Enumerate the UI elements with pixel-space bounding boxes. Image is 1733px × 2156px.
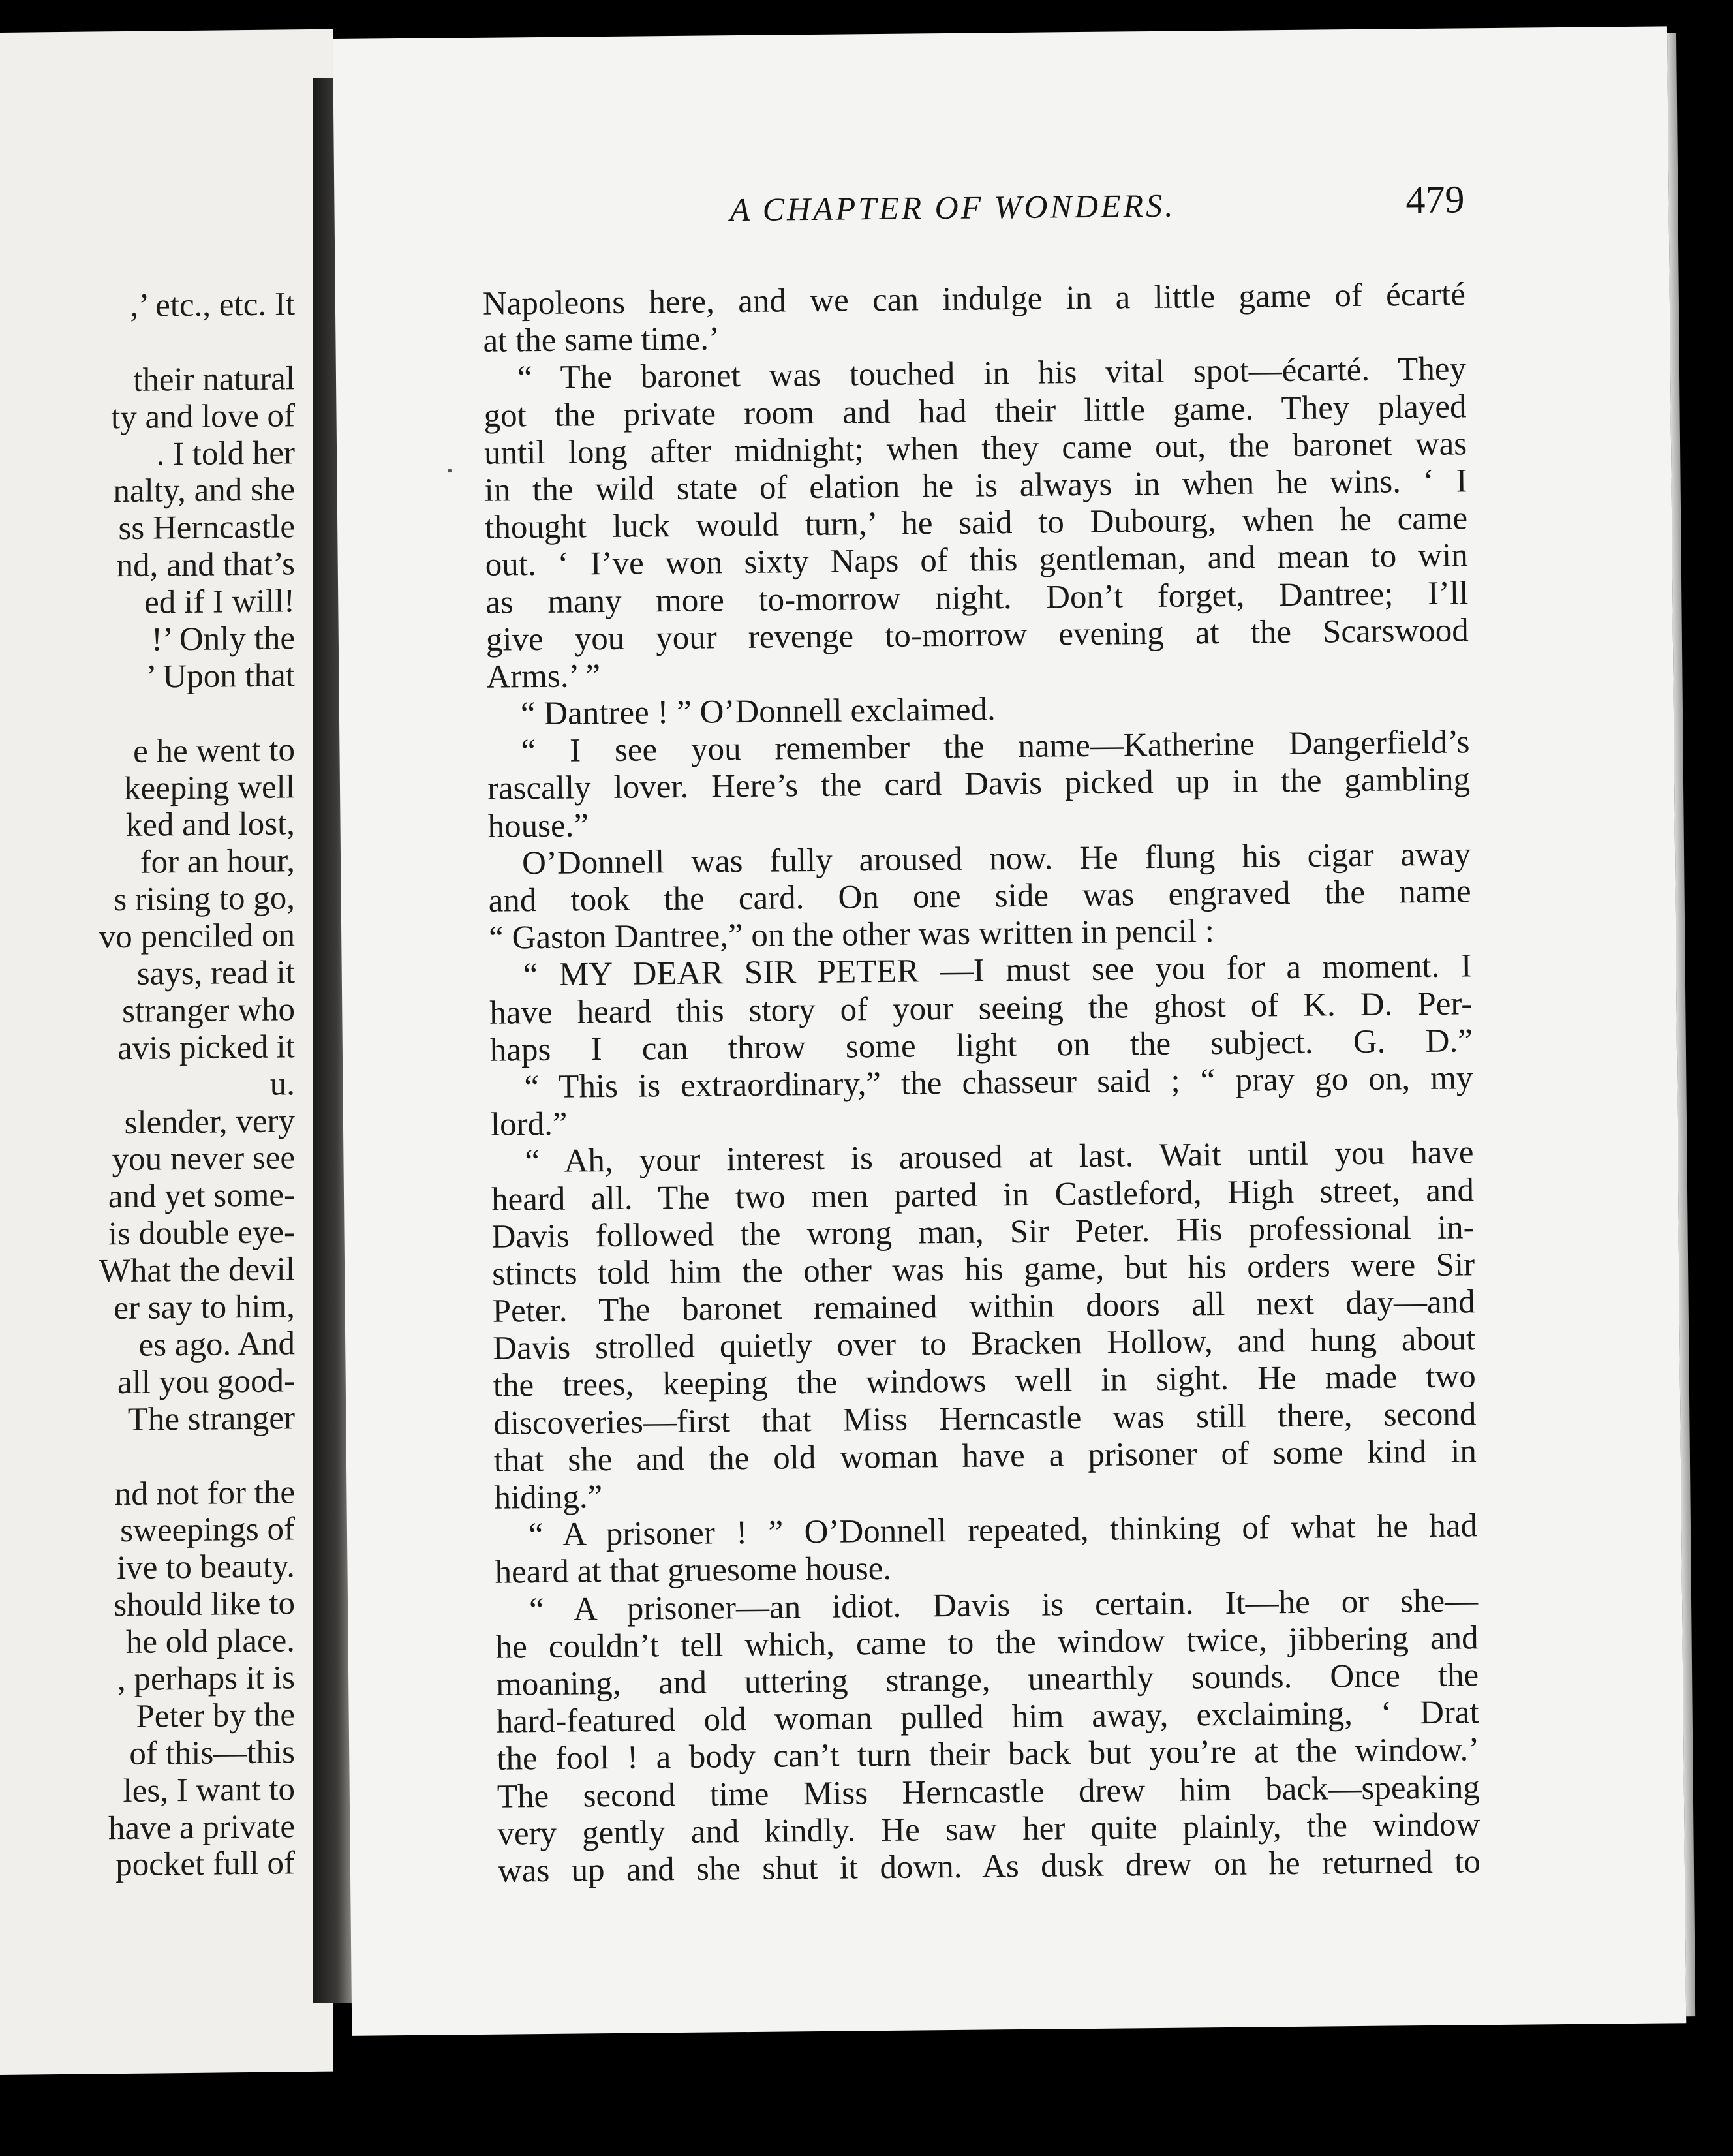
left-page-line: e he went to — [133, 731, 295, 770]
left-page-line: nalty, and she — [113, 471, 295, 510]
text-line: heard at that gruesome house. — [495, 1550, 892, 1592]
left-page-line: s rising to go, — [114, 880, 295, 919]
text-line: hard-featured old woman pulled him away, exclaiming, ‘ Drat — [496, 1694, 1479, 1740]
text-line: got the private room and had their little game. They played — [483, 388, 1467, 435]
text-line: “ Gaston Dantree,” on the other was written in pencil : — [488, 913, 1215, 957]
left-page-line: stranger who — [122, 991, 295, 1030]
text-line: until long after midnight; when they came out, the baronet was — [483, 425, 1467, 472]
left-page-line: . I told her — [156, 434, 295, 473]
body-text — [483, 276, 1481, 1890]
left-page-line: ed if I will! — [144, 583, 295, 621]
text-line: O’Donnell was fully aroused now. He flung his cigar away — [521, 836, 1471, 882]
left-page-line: er say to him, — [114, 1288, 295, 1327]
left-page-line: Peter by the — [136, 1697, 295, 1735]
left-page-line: u. — [269, 1065, 295, 1103]
text-line: Napoleons here, and we can indulge in a little game of écarté — [482, 276, 1466, 322]
text-line: discoveries—first that Miss Herncastle was still there, second — [493, 1395, 1477, 1442]
left-page-line — [0, 323, 295, 363]
left-page-line: and yet some- — [108, 1177, 295, 1216]
text-line: The second time Miss Herncastle drew him back—speaking — [497, 1768, 1480, 1815]
left-page-line: slender, very — [124, 1102, 295, 1141]
text-line: Peter. The baronet remained within doors all next day—and — [492, 1284, 1475, 1330]
text-line: as many more to-morrow night. Don’t forget, Dantree; I’ll — [485, 574, 1469, 621]
left-page-line: les, I want to — [123, 1770, 295, 1810]
left-page-line — [0, 694, 295, 735]
page-number: 479 — [1405, 177, 1465, 222]
left-page-line: keeping well — [124, 768, 295, 807]
text-line: he couldn’t tell which, came to the window twice, jibbering and — [495, 1620, 1479, 1666]
left-page-line: ’ Upon that — [146, 657, 295, 696]
text-line: the fool ! a body can’t turn their back but you’re at the window.’ — [497, 1731, 1480, 1778]
left-page-line: their natural — [133, 360, 295, 399]
left-page-line: ive to beauty. — [117, 1548, 295, 1587]
running-head: A CHAPTER OF WONDERS. — [729, 187, 1176, 228]
left-page-line: ss Herncastle — [118, 508, 295, 547]
left-page-line: sweepings of — [120, 1511, 295, 1550]
left-page-text — [0, 286, 295, 1886]
left-page-line: should like to — [114, 1585, 295, 1624]
text-line: at the same time.’ — [483, 320, 720, 360]
left-page-line: !’ Only the — [151, 620, 295, 658]
text-line: the trees, keeping the windows well in sight. He made two — [493, 1358, 1477, 1405]
left-page-line: avis picked it — [117, 1028, 295, 1067]
text-line: “ This is extraordinary,” the chasseur said ; “ pray go on, my — [524, 1060, 1473, 1106]
left-page-line: ty and love of — [111, 397, 295, 436]
left-page-line: nd, and that’s — [116, 546, 295, 585]
left-page-line: , perhaps it is — [117, 1659, 295, 1699]
left-page-line: have a private — [108, 1808, 295, 1847]
text-line: hiding.” — [494, 1479, 603, 1517]
left-page-line: all you good- — [117, 1363, 295, 1401]
text-line: thought luck would turn,’ he said to Dubourg, when he came — [484, 500, 1468, 546]
left-page-line: es ago. And — [138, 1325, 295, 1364]
text-line: “ I see you remember the name—Katherine Dangerfield’s — [521, 724, 1470, 770]
left-page-line: you never see — [112, 1139, 295, 1178]
right-page — [333, 26, 1686, 2035]
text-line: in the wild state of elation he is always in when he wins. ‘ I — [484, 463, 1467, 509]
text-line: Arms.’ ” — [486, 657, 601, 696]
left-page-line: pocket full of — [115, 1845, 295, 1884]
text-line: Davis strolled quietly over to Bracken Hollow, and hung about — [493, 1321, 1476, 1367]
text-line: “ Dantree ! ” O’Donnell exclaimed. — [520, 691, 996, 733]
text-line: out. ‘ I’ve won sixty Naps of this gentleman, and mean to win — [485, 537, 1468, 584]
left-page-line: says, read it — [136, 954, 295, 993]
text-line: was up and she shut it down. As dusk drew on he returned to — [497, 1843, 1481, 1890]
left-page-line: What the devil — [99, 1251, 295, 1290]
text-line: Davis followed the wrong man, Sir Peter. His professional in- — [491, 1209, 1475, 1255]
text-line: stincts told him the other was his game, but his orders were Sir — [491, 1246, 1475, 1293]
text-line: “ Ah, your interest is aroused at last. Wait until you have — [525, 1134, 1474, 1180]
left-page-line: he old place. — [125, 1622, 295, 1661]
left-page-line: for an hour, — [140, 842, 295, 882]
text-line: lord.” — [490, 1105, 568, 1143]
left-page-line — [0, 1437, 295, 1477]
page-edge — [1667, 33, 1695, 2016]
left-page-line: ,’ etc., etc. It — [130, 286, 295, 324]
text-line: moaning, and uttering strange, unearthly sounds. Once the — [495, 1657, 1479, 1703]
text-line: that she and the old woman have a prisoner of some kind in — [493, 1433, 1477, 1479]
text-line: “ A prisoner ! ” O’Donnell repeated, thinking of what he had — [528, 1507, 1478, 1554]
text-line: “ The baronet was touched in his vital spot—écarté. They — [517, 350, 1467, 397]
left-page-line: The stranger — [127, 1399, 295, 1438]
text-line: rascally lover. Here’s the card Davis picked up in the gambling — [487, 761, 1471, 808]
text-line: haps I can throw some light on the subject. G. D.” — [489, 1023, 1473, 1069]
text-line: “ A prisoner—an idiot. Davis is certain. It—he or she— — [529, 1582, 1479, 1628]
left-page — [0, 29, 333, 2075]
left-page-line: nd not for the — [114, 1473, 295, 1513]
text-line: heard all. The two men parted in Castleford, High street, and — [491, 1171, 1475, 1218]
left-page-line: vo penciled on — [99, 917, 295, 956]
text-line: and took the card. On one side was engraved the name — [488, 873, 1471, 919]
left-page-line: ked and lost, — [125, 805, 295, 844]
left-page-line: is double eye- — [108, 1214, 295, 1253]
text-line: give you your revenge to-morrow evening at the Scarswood — [485, 612, 1469, 658]
text-line: house.” — [487, 807, 589, 845]
text-line: “ MY DEAR SIR PETER —I must see you for a moment. I — [523, 947, 1472, 994]
paper-speck — [448, 469, 452, 472]
left-page-line: of this—this — [129, 1734, 295, 1772]
text-line: have heard this story of your seeing the ghost of K. D. Per- — [489, 985, 1473, 1032]
text-line: very gently and kindly. He saw her quite plainly, the window — [497, 1806, 1480, 1853]
